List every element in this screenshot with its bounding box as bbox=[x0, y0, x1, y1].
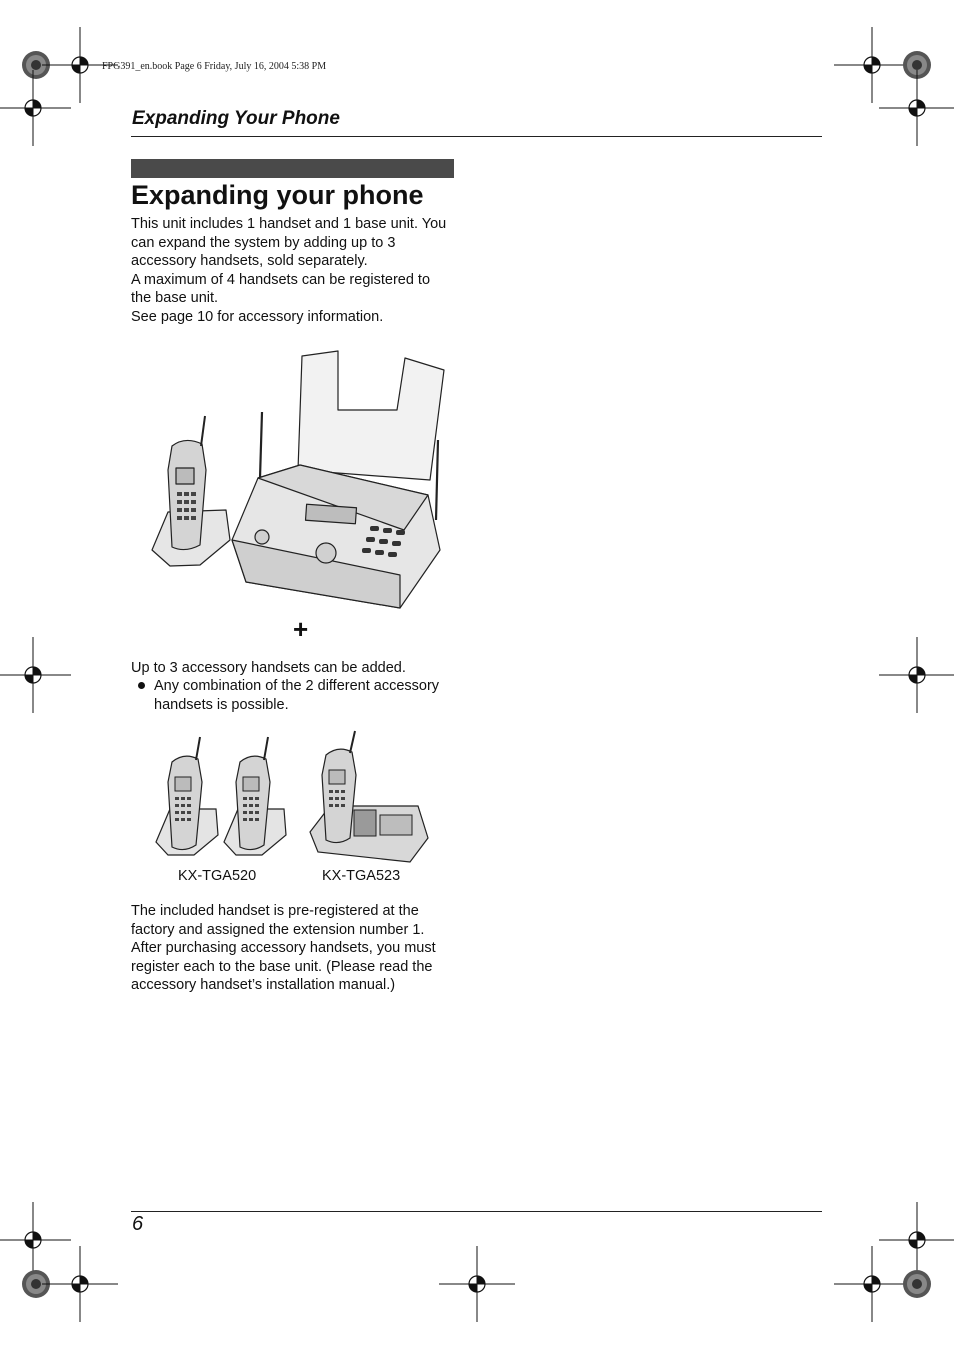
closing-line: register each to the base unit. (Please read the bbox=[131, 958, 433, 975]
intro-line: This unit includes 1 handset and 1 base unit. You bbox=[131, 216, 447, 232]
closing-line: accessory handset’s installation manual.) bbox=[131, 977, 396, 993]
model-label-kx-tga523: KX-TGA523 bbox=[322, 868, 401, 884]
bullet-line: handsets is possible. bbox=[154, 696, 289, 713]
intro-line: can expand the system by adding up to 3 bbox=[131, 234, 396, 251]
plus-sign: + bbox=[293, 614, 309, 644]
bullet-line: Any combination of the 2 different accessory bbox=[154, 678, 440, 694]
page-number: 6 bbox=[132, 1213, 144, 1235]
up-to-text: Up to 3 accessory handsets can be added. bbox=[131, 660, 406, 676]
closing-line: The included handset is pre-registered at the bbox=[131, 903, 419, 919]
closing-line: factory and assigned the extension number 1. bbox=[131, 921, 425, 938]
section-title: Expanding your phone bbox=[131, 180, 424, 210]
intro-line: the base unit. bbox=[131, 290, 219, 306]
intro-line: A maximum of 4 handsets can be registered to bbox=[131, 271, 431, 288]
closing-line: After purchasing accessory handsets, you must bbox=[131, 940, 436, 956]
intro-line: See page 10 for accessory information. bbox=[131, 308, 384, 325]
running-header: Expanding Your Phone bbox=[132, 108, 340, 129]
model-label-kx-tga520: KX-TGA520 bbox=[178, 868, 257, 884]
footer-rule bbox=[131, 1211, 822, 1212]
closing-paragraph bbox=[131, 902, 461, 995]
print-info: FPG391_en.book Page 6 Friday, July 16, 2004 5:38 PM bbox=[102, 61, 327, 72]
intro-line: accessory handsets, sold separately. bbox=[131, 253, 368, 269]
